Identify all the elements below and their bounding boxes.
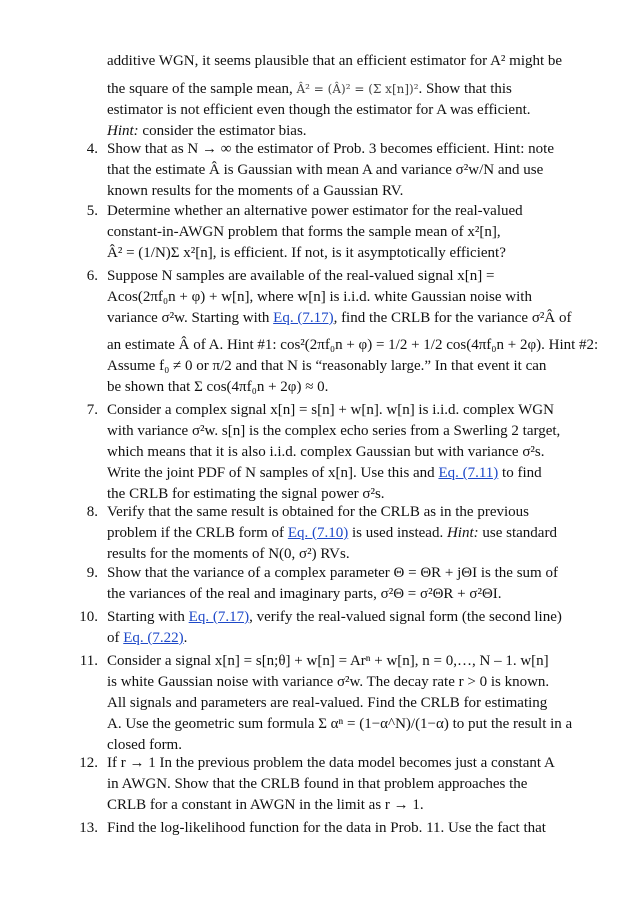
problem-number: 5. bbox=[86, 203, 98, 219]
problem-line: Verify that the same result is obtained for the CRLB as in the previous bbox=[107, 504, 529, 520]
problem-line: in AWGN. Show that the CRLB found in that problem approaches the bbox=[107, 776, 528, 792]
problem-line: Consider a signal x[n] = s[n;θ] + w[n] = Arⁿ + w[n], n = 0,…, N – 1. w[n] bbox=[107, 653, 549, 669]
problem-number: 7. bbox=[86, 402, 98, 418]
problem-number: 10. bbox=[79, 609, 98, 625]
problem-line: Acos(2πf₀n + φ) + w[n], where w[n] is i.i.d. white Gaussian noise with bbox=[107, 289, 532, 305]
problem-line: Suppose N samples are available of the real-valued signal x[n] = bbox=[107, 268, 495, 284]
problem-number: 9. bbox=[86, 565, 98, 581]
problem-line: Find the log-likelihood function for the data in Prob. 11. Use the fact that bbox=[107, 820, 546, 836]
problem-line: the variances of the real and imaginary parts, σ²Θ = σ²ΘR + σ²ΘI. bbox=[107, 586, 502, 602]
eq-7-17-link[interactable]: Eq. (7.17) bbox=[273, 310, 334, 326]
eq-7-22-link[interactable]: Eq. (7.22) bbox=[123, 630, 184, 646]
problem-line: that the estimate Â is Gaussian with mean A and variance σ²w/N and use bbox=[107, 162, 544, 178]
problem-line: Assume f₀ ≠ 0 or π/2 and that N is “reasonably large.” In that event it can bbox=[107, 358, 547, 374]
problem-line: Show that the variance of a complex parameter Θ = ΘR + jΘI is the sum of bbox=[107, 565, 558, 581]
problem-line: be shown that Σ cos(4πf₀n + 2φ) ≈ 0. bbox=[107, 379, 329, 395]
problem-line: an estimate Â of A. Hint #1: cos²(2πf₀n + φ) = 1/2 + 1/2 cos(4πf₀n + 2φ). Hint #2: bbox=[107, 337, 599, 353]
problem-number: 12. bbox=[79, 755, 98, 771]
squared-sample-mean-formula: Â² = (Â)² = (Σ x[n])² bbox=[296, 82, 419, 96]
problem-line: which means that it is also i.i.d. complex Gaussian but with variance σ²s. bbox=[107, 444, 545, 460]
eq-7-10-link[interactable]: Eq. (7.10) bbox=[287, 525, 349, 541]
problem-line: A. Use the geometric sum formula Σ αⁿ = (1−α^N)/(1−α) to put the result in a bbox=[107, 716, 573, 732]
problem-line: results for the moments of N(0, σ²) RVs. bbox=[107, 546, 350, 562]
problem-line: Determine whether an alternative power estimator for the real-valued bbox=[107, 203, 523, 219]
problem-line: If r → 1 In the previous problem the data model becomes just a constant A bbox=[107, 755, 555, 771]
problem-line: Â² = (1/N)Σ x²[n], is efficient. If not, is it asymptotically efficient? bbox=[107, 245, 506, 261]
problem-line: All signals and parameters are real-valued. Find the CRLB for estimating bbox=[107, 695, 548, 711]
problem-number: 6. bbox=[86, 268, 98, 284]
problem-line: variance σ²w. Starting with Eq. (7.17), find the CRLB for the variance σ²Â of bbox=[107, 310, 572, 326]
eq-7-11-link[interactable]: Eq. (7.11) bbox=[438, 465, 499, 481]
eq-7-17-link[interactable]: Eq. (7.17) bbox=[188, 609, 250, 625]
problem-line: closed form. bbox=[107, 737, 182, 753]
problem-line: of Eq. (7.22). bbox=[107, 630, 188, 646]
problem-number: 4. bbox=[86, 141, 98, 157]
problem-line: problem if the CRLB form of Eq. (7.10) is used instead. Hint: use standard bbox=[107, 525, 557, 541]
problem-number: 11. bbox=[79, 653, 98, 669]
problem-line: known results for the moments of a Gaussian RV. bbox=[107, 183, 404, 199]
intro-line-4: Hint: consider the estimator bias. bbox=[107, 123, 307, 139]
intro-line-1: additive WGN, it seems plausible that an efficient estimator for A² might be bbox=[107, 53, 563, 69]
problem-line: Consider a complex signal x[n] = s[n] + w[n]. w[n] is i.i.d. complex WGN bbox=[107, 402, 554, 418]
intro-line-3: estimator is not efficient even though the estimator for A was efficient. bbox=[107, 102, 531, 118]
intro-line-2: the square of the sample mean, Â² = (Â)² = (Σ x[n])². Show that this bbox=[107, 81, 512, 97]
problem-line: CRLB for a constant in AWGN in the limit as r → 1. bbox=[107, 797, 424, 813]
problem-line: constant-in-AWGN problem that forms the sample mean of x²[n], bbox=[107, 224, 501, 240]
problem-number: 8. bbox=[86, 504, 98, 520]
problem-number: 13. bbox=[79, 820, 98, 836]
problem-line: with variance σ²w. s[n] is the complex echo series from a Swerling 2 target, bbox=[107, 423, 561, 439]
problem-line: is white Gaussian noise with variance σ²w. The decay rate r > 0 is known. bbox=[107, 674, 550, 690]
problem-line: Write the joint PDF of N samples of x[n]. Use this and Eq. (7.11) to find bbox=[107, 465, 542, 481]
problem-line: the CRLB for estimating the signal power σ²s. bbox=[107, 486, 385, 502]
problem-line: Starting with Eq. (7.17), verify the real-valued signal form (the second line) bbox=[107, 609, 562, 625]
problem-line: Show that as N → ∞ the estimator of Prob. 3 becomes efficient. Hint: note bbox=[107, 141, 554, 157]
